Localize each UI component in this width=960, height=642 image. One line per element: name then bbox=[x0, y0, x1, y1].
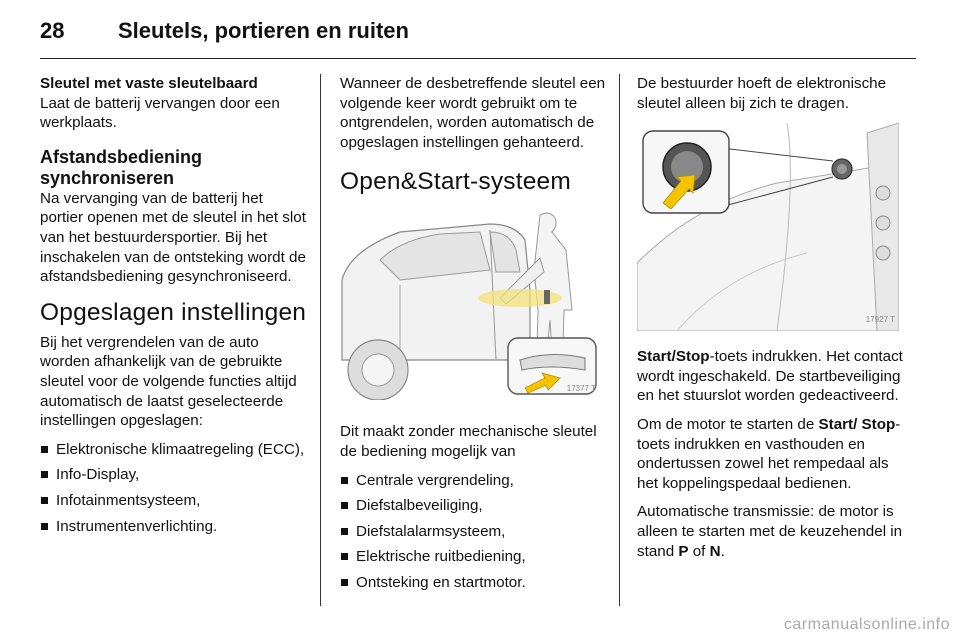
page-number: 28 bbox=[40, 18, 65, 43]
gear-n-label: N bbox=[709, 542, 721, 560]
column-divider-2 bbox=[619, 74, 620, 606]
open-start-heading: Open&Start-systeem bbox=[340, 168, 571, 196]
saved-settings-list bbox=[40, 440, 308, 536]
sync-text: Na vervanging van de batterij het portier openen met de sleutel in het slot van het bestuurdersportier. Bij het inschakelen van de ontsteking wordt de afstandsbediening gesynchroniseerd. bbox=[40, 189, 306, 286]
column-3 bbox=[637, 74, 905, 570]
start-stop-image bbox=[637, 123, 899, 331]
open-start-intro: Wanneer de desbetreffende sleutel een volgende keer wordt gebruikt om te ontgrendelen, worden automatisch de opgeslagen instellingen gehanteerd. bbox=[340, 75, 606, 151]
start-stop-label: Start/Stop bbox=[637, 348, 710, 366]
column-2 bbox=[340, 74, 608, 599]
list-item: Elektrische ruitbediening, bbox=[340, 547, 608, 567]
start-stop-label: Start/ Stop bbox=[818, 415, 896, 433]
transmission-text: . bbox=[720, 542, 725, 560]
list-item: Infotainmentsysteem, bbox=[40, 491, 308, 511]
figure-code: 17927 T bbox=[865, 314, 895, 324]
header-divider bbox=[40, 58, 916, 59]
saved-settings-heading: Opgeslagen instellingen bbox=[40, 298, 307, 326]
electronic-key-text: De bestuurder hoeft de elektronische sleutel alleen bij zich te dragen. bbox=[637, 75, 887, 112]
list-item: Elektronische klimaatregeling (ECC), bbox=[40, 440, 308, 460]
transmission-text: Automatische transmissie: de motor is alleen te starten met de keuzehendel in stand bbox=[637, 503, 903, 560]
key-heading: Sleutel met vaste sleutelbaard bbox=[40, 75, 258, 92]
start-stop-paragraph-2 bbox=[637, 415, 905, 493]
list-item: Centrale vergrendeling, bbox=[340, 471, 608, 491]
page-header bbox=[40, 16, 920, 52]
list-item: Instrumentenverlichting. bbox=[40, 517, 308, 537]
gear-p-label: P bbox=[678, 542, 689, 560]
car-door-illustration bbox=[340, 210, 600, 400]
start-stop-text: -toets indrukken. Het contact wordt ingeschakeld. De startbeveiliging en het stuurslot worden gedeactiveerd. bbox=[637, 348, 903, 405]
list-item: Info-Display, bbox=[40, 465, 308, 485]
key-text: Laat de batterij vervangen door een werkplaats. bbox=[40, 94, 280, 132]
start-stop-text: Om de motor te starten de bbox=[637, 415, 819, 433]
sync-heading: Afstandsbediening synchroniseren bbox=[40, 146, 203, 188]
list-item: Ontsteking en startmotor. bbox=[340, 573, 608, 593]
start-stop-illustration bbox=[637, 123, 899, 331]
list-item: Diefstalalarmsysteem, bbox=[340, 522, 608, 542]
page-title: Sleutels, portieren en ruiten bbox=[118, 18, 409, 43]
transmission-text: of bbox=[688, 542, 710, 560]
car-door-image bbox=[340, 210, 600, 400]
start-stop-paragraph-1 bbox=[637, 347, 905, 406]
open-start-description: Dit maakt zonder mechanische sleutel de bediening mogelijk van bbox=[340, 423, 597, 460]
saved-settings-text: Bij het vergrendelen van de auto worden afhankelijk van de gebruikte sleutel voor de volgende functies altijd automatisch de laatst geselecteerde instellingen opgeslagen: bbox=[40, 333, 297, 430]
column-1 bbox=[40, 74, 308, 542]
open-start-list bbox=[340, 471, 608, 593]
list-item: Diefstalbeveiliging, bbox=[340, 496, 608, 516]
column-divider-1 bbox=[320, 74, 321, 606]
watermark: carmanualsonline.info bbox=[783, 616, 950, 633]
automatic-transmission-paragraph bbox=[637, 502, 905, 561]
start-stop-text: -toets indrukken en vasthouden en ondertussen zowel het rempedaal als het koppelingspedaal bedienen. bbox=[637, 415, 901, 492]
figure-code: 17377 T bbox=[566, 383, 596, 393]
